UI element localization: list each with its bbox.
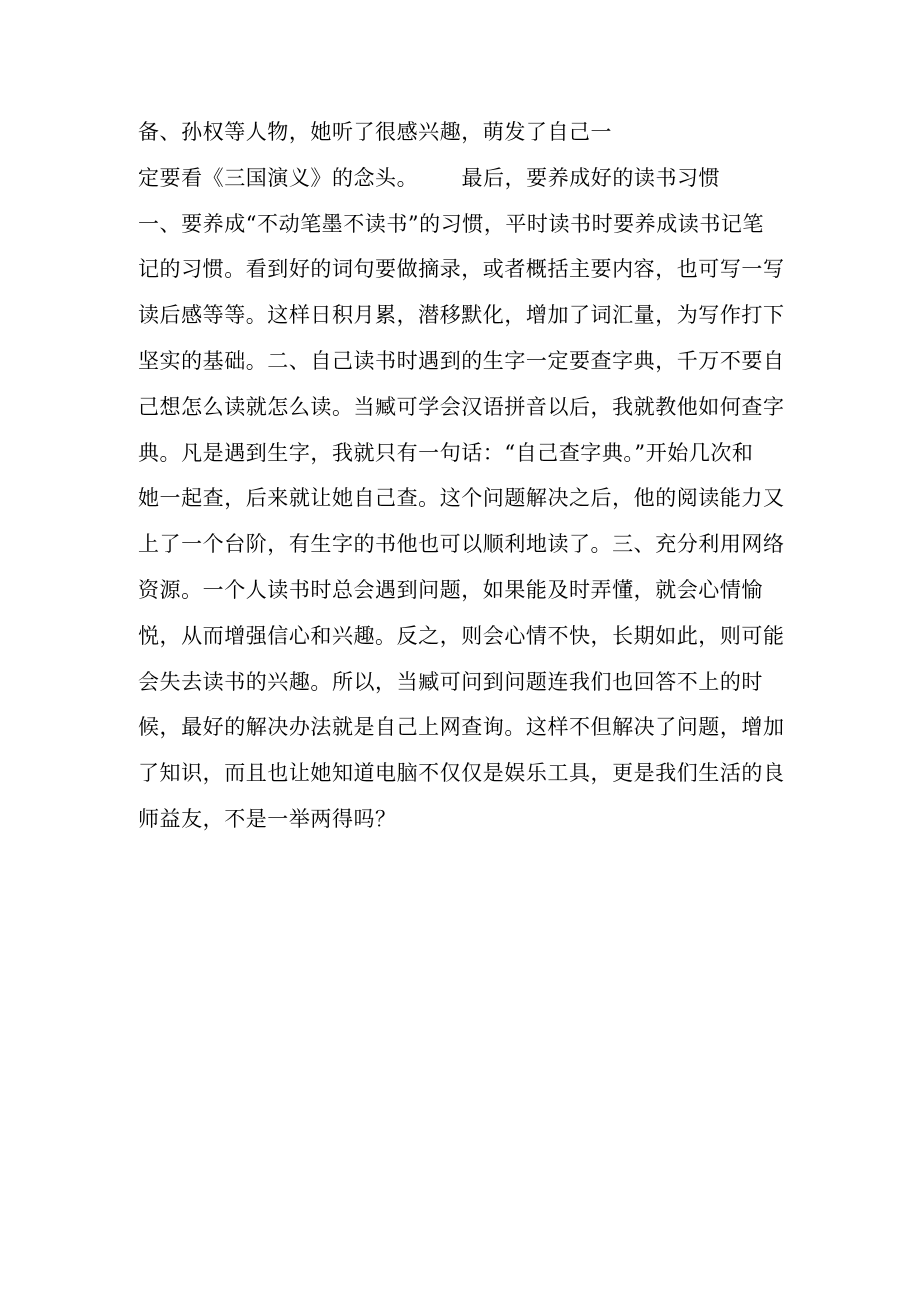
text-line-5: 读后感等等。这样日积月累，潜移默化，增加了词汇量，为写作打下 [138, 303, 785, 328]
text-line-4: 记的习惯。看到好的词句要做摘录，或者概括主要内容，也可写一写 [138, 257, 785, 282]
text-line-16: 师益友，不是一举两得吗？ [138, 806, 397, 831]
text-line-2: 定要看《三国演义》的念头。 最后，要养成好的读书习惯 [138, 165, 721, 190]
text-line-7: 己想怎么读就怎么读。当臧可学会汉语拼音以后，我就教他如何查字 [138, 394, 785, 419]
text-line-10: 上了一个台阶，有生字的书他也可以顺利地读了。三、充分利用网络 [138, 532, 785, 557]
text-line-11: 资源。一个人读书时总会遇到问题，如果能及时弄懂，就会心情愉 [138, 577, 763, 602]
text-line-3: 一、要养成“不动笔墨不读书”的习惯，平时读书时要养成读书记笔 [138, 211, 764, 236]
body-text [138, 110, 798, 843]
text-line-8: 典。凡是遇到生字，我就只有一句话：“自己查字典。”开始几次和 [138, 440, 754, 465]
text-line-1: 备、孙权等人物，她听了很感兴趣，萌发了自己一 [138, 120, 613, 144]
text-line-6: 坚实的基础。二、自己读书时遇到的生字一定要查字典，千万不要自 [138, 348, 785, 373]
text-line-14: 候，最好的解决办法就是自己上网查询。这样不但解决了问题，增加 [138, 715, 785, 740]
text-line-9: 她一起查，后来就让她自己查。这个问题解决之后，他的阅读能力又 [138, 486, 785, 511]
text-line-13: 会失去读书的兴趣。所以，当臧可问到问题连我们也回答不上的时 [138, 669, 763, 694]
text-line-12: 悦，从而增强信心和兴趣。反之，则会心情不快，长期如此，则可能 [138, 623, 785, 648]
text-line-15: 了知识，而且也让她知道电脑不仅仅是娱乐工具，更是我们生活的良 [138, 761, 785, 786]
